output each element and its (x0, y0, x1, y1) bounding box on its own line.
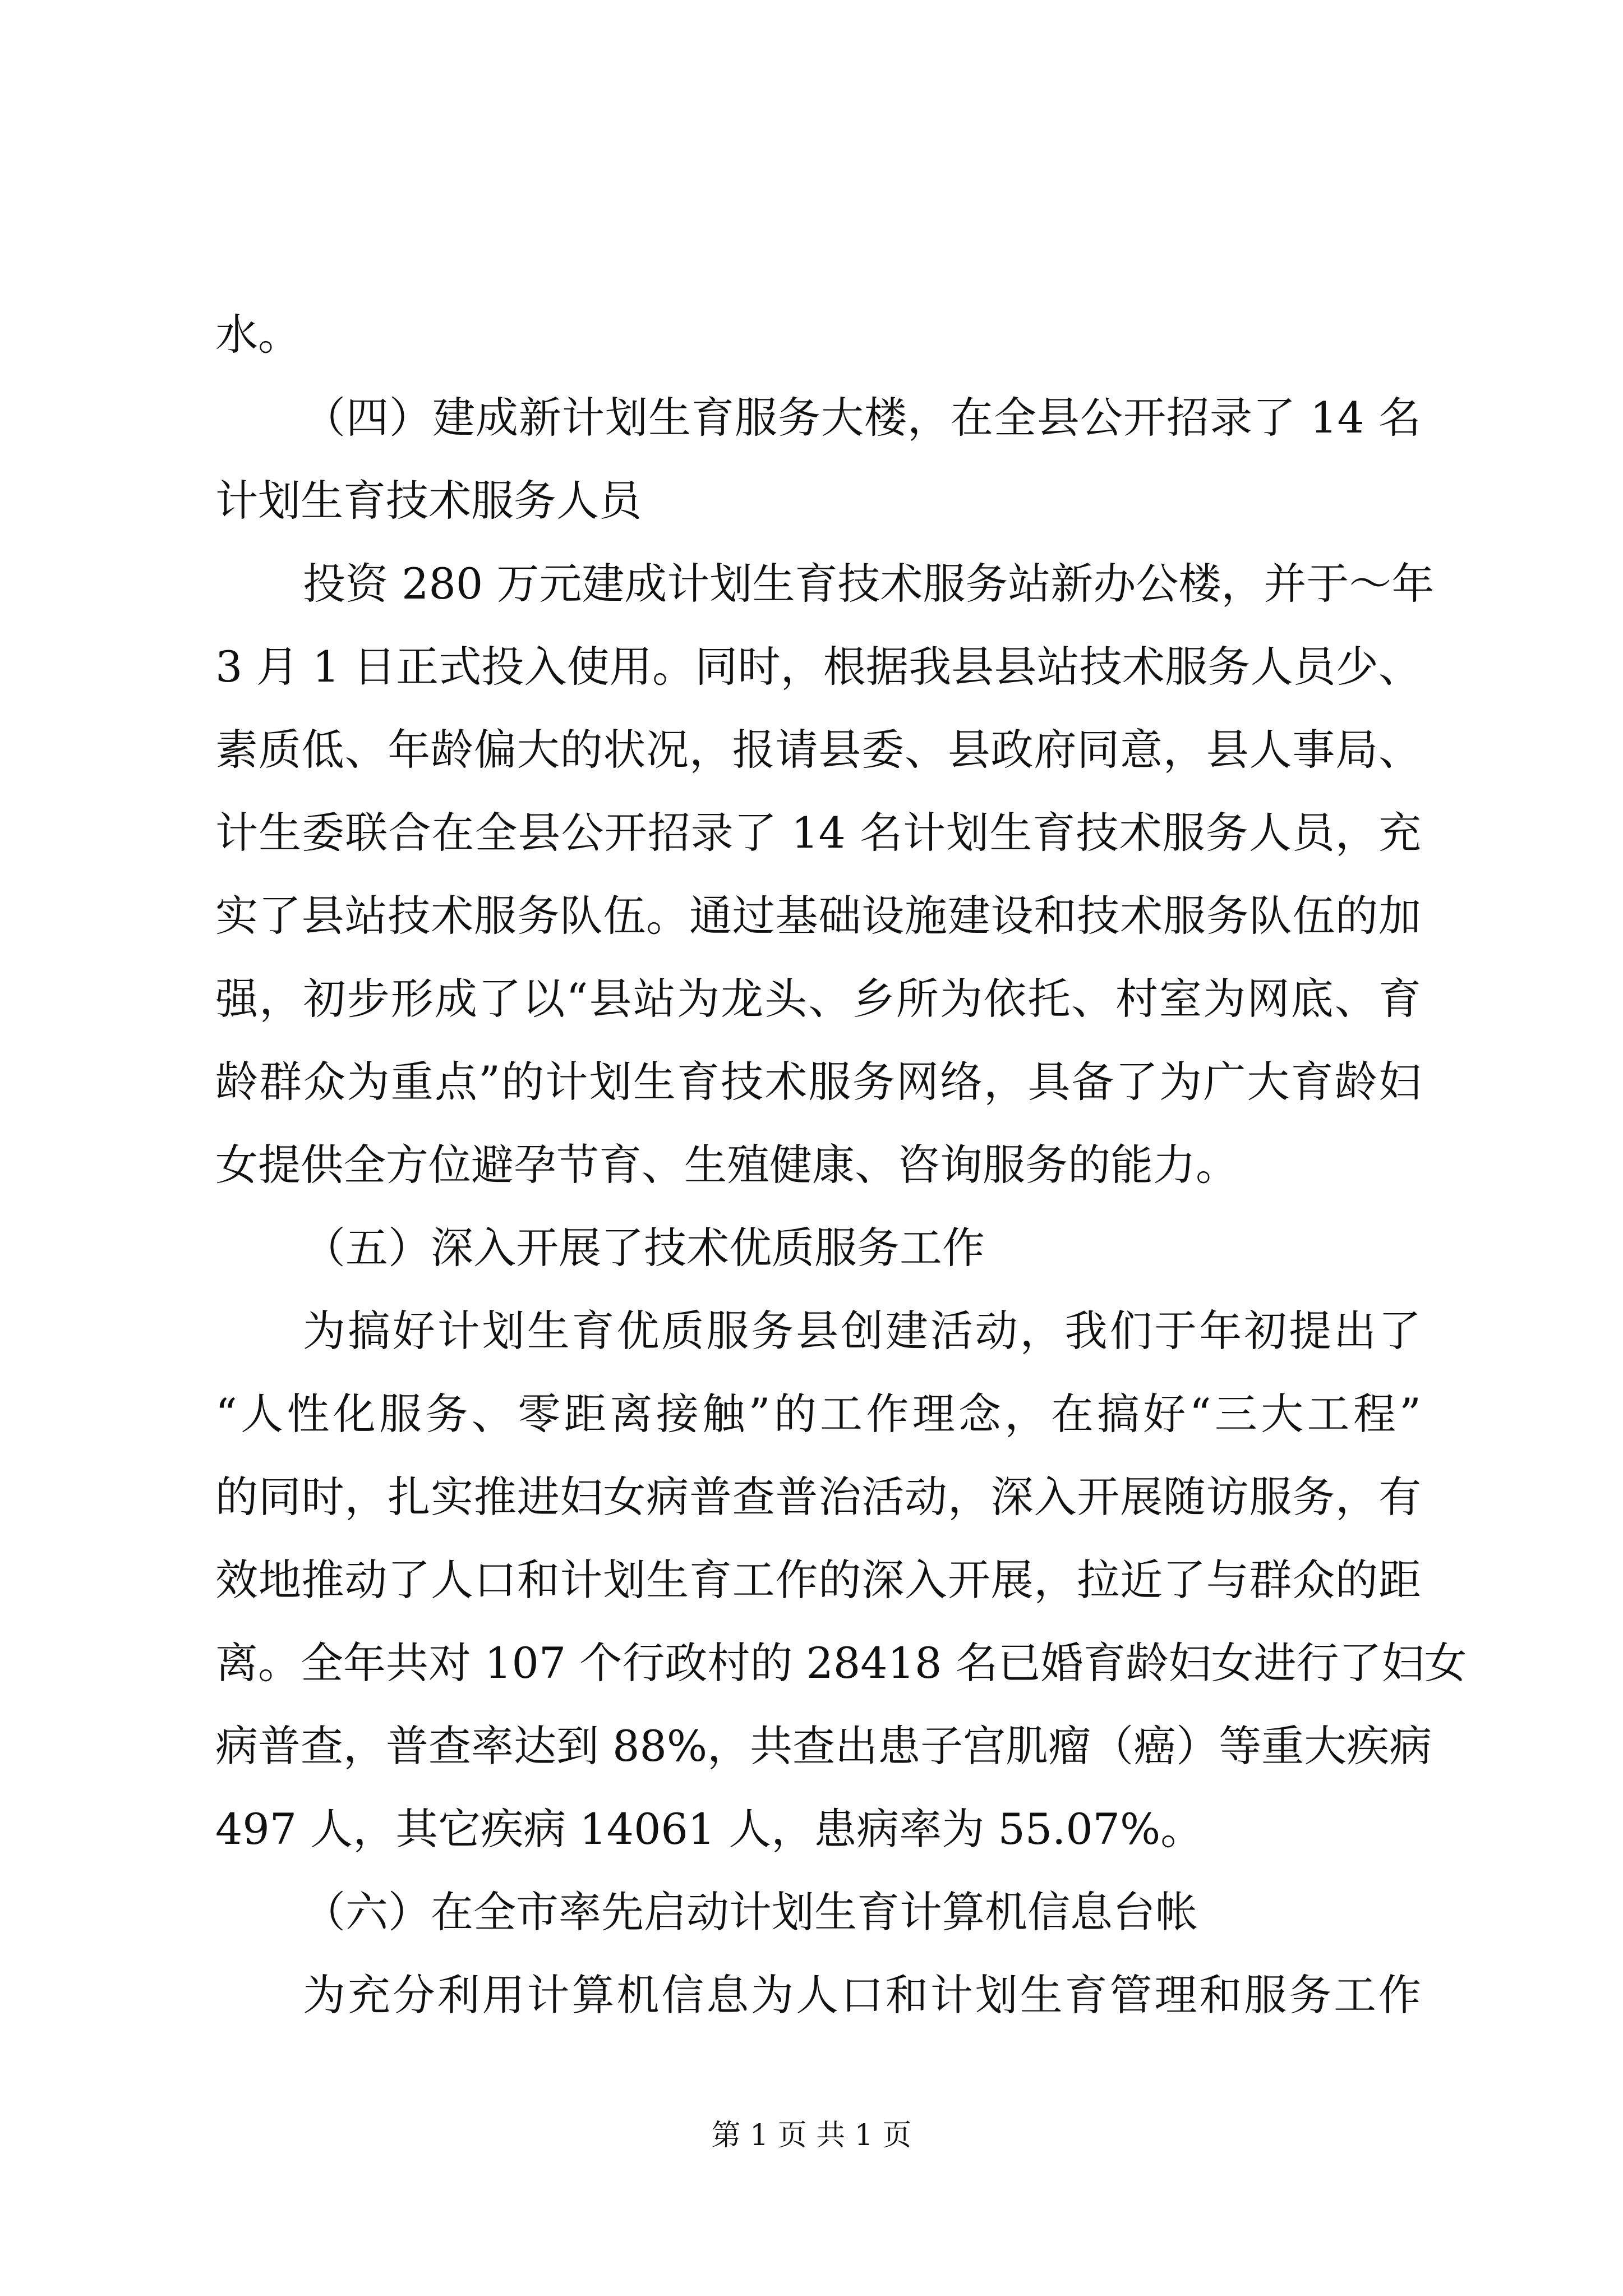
text-line: 女提供全方位避孕节育、生殖健康、咨询服务的能力。 (215, 1140, 1238, 1190)
section-heading-5: （五）深入开展了技术优质服务工作 (303, 1223, 985, 1273)
section-heading-4-line-2: 计划生育技术服务人员 (215, 476, 642, 526)
text-line: 的同时，扎实推进妇女病普查普治活动，深入开展随访服务，有 (215, 1472, 1421, 1522)
text-line: 病普查，普查率达到 88%，共查出患子宫肌瘤（癌）等重大疾病 (215, 1721, 1432, 1771)
text-line: 离。全年共对 107 个行政村的 28418 名已婚育龄妇女进行了妇女 (215, 1638, 1467, 1688)
text-line: 为搞好计划生育优质服务县创建活动，我们于年初提出了 (303, 1306, 1421, 1356)
text-line: 为充分利用计算机信息为人口和计划生育管理和服务工作 (303, 1970, 1421, 2020)
text-line: 水。 (215, 310, 301, 360)
text-line: 素质低、年龄偏大的状况，报请县委、县政府同意，县人事局、 (215, 725, 1421, 775)
text-line: 效地推动了人口和计划生育工作的深入开展，拉近了与群众的距 (215, 1555, 1421, 1605)
text-line: 投资 280 万元建成计划生育技术服务站新办公楼，并于～年 (303, 559, 1435, 609)
text-line: 计生委联合在全县公开招录了 14 名计划生育技术服务人员，充 (215, 808, 1421, 858)
page-footer: 第 1 页 共 1 页 (711, 2119, 912, 2152)
text-line: 实了县站技术服务队伍。通过基础设施建设和技术服务队伍的加 (215, 891, 1421, 941)
text-line: 龄群众为重点”的计划生育技术服务网络，具备了为广大育龄妇 (215, 1057, 1421, 1107)
text-line: 强，初步形成了以“县站为龙头、乡所为依托、村室为网底、育 (215, 974, 1421, 1024)
text-line: “人性化服务、零距离接触”的工作理念，在搞好“三大工程” (215, 1389, 1421, 1439)
section-heading-4-line-1: （四）建成新计划生育服务大楼，在全县公开招录了 14 名 (303, 393, 1421, 443)
section-heading-6: （六）在全市率先启动计划生育计算机信息台帐 (303, 1887, 1198, 1937)
text-line: 3 月 1 日正式投入使用。同时，根据我县县站技术服务人员少、 (215, 642, 1421, 692)
text-line: 497 人，其它疾病 14061 人，患病率为 55.07%。 (215, 1804, 1204, 1854)
